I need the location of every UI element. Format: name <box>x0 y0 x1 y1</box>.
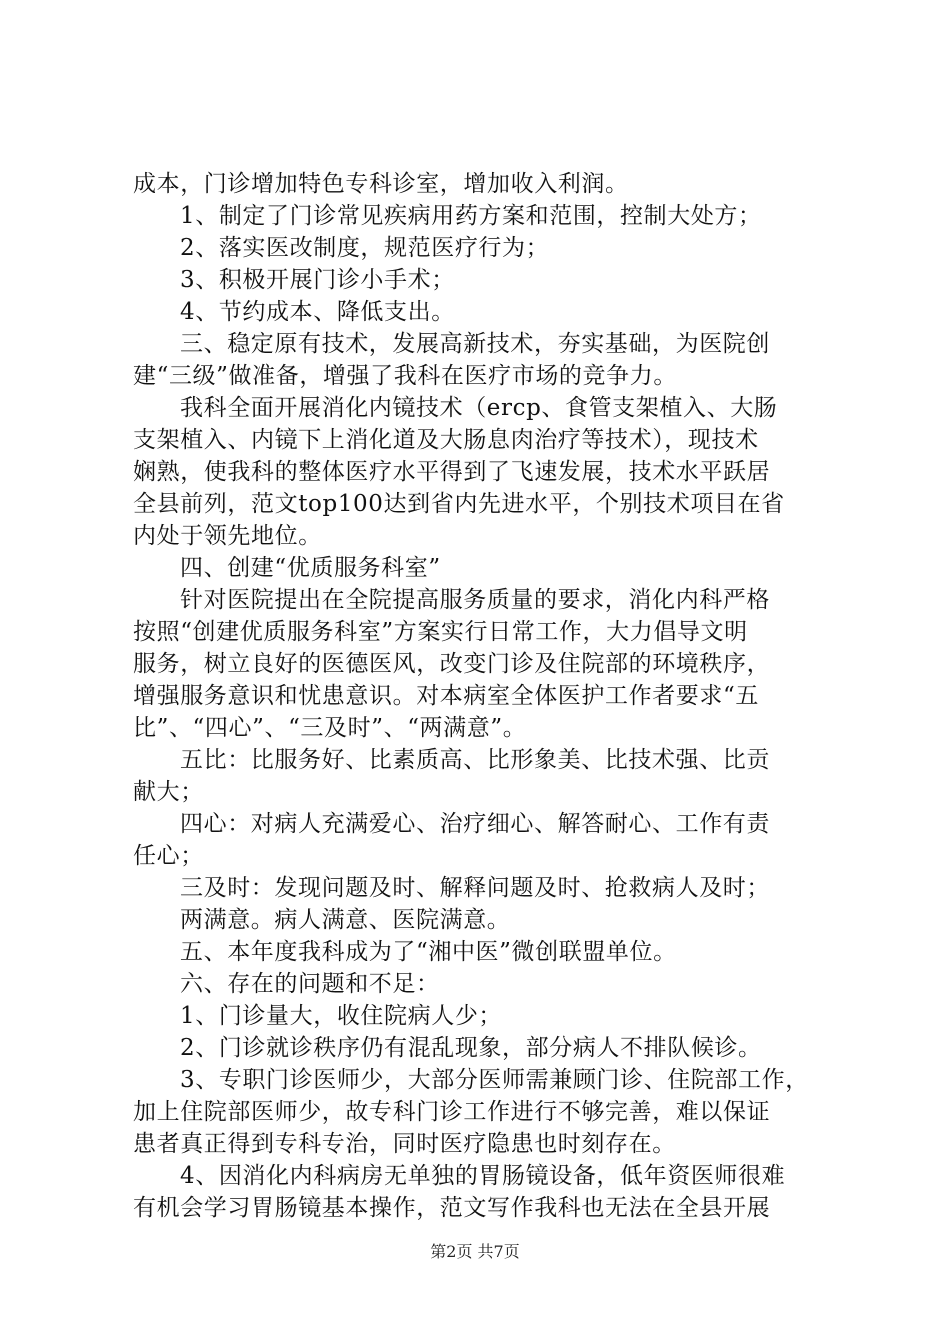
text-line: 针对医院提出在全院提高服务质量的要求，消化内科严格 <box>180 587 770 613</box>
text-line: 五比：比服务好、比素质高、比形象美、比技术强、比贡 <box>180 747 770 773</box>
text-line: 六、存在的问题和不足： <box>180 971 440 997</box>
text-line: 加上住院部医师少，故专科门诊工作进行不够完善，难以保证 <box>133 1099 771 1125</box>
text-line: 按照“创建优质服务科室”方案实行日常工作，大力倡导文明 <box>133 619 748 645</box>
text-line: 1、制定了门诊常见疾病用药方案和范围，控制大处方； <box>180 203 762 229</box>
document-body <box>133 168 843 1224</box>
text-line: 2、落实医改制度，规范医疗行为； <box>180 235 550 261</box>
text-line: 1、门诊量大，收住院病人少； <box>180 1003 503 1029</box>
text-line: 三及时：发现问题及时、解释问题及时、抢救病人及时； <box>180 875 770 901</box>
text-line: 四心：对病人充满爱心、治疗细心、解答耐心、工作有责 <box>180 811 770 837</box>
text-line: 我科全面开展消化内镜技术（ercp、食管支架植入、大肠 <box>180 395 778 421</box>
text-line: 4、节约成本、降低支出。 <box>180 299 455 325</box>
text-line: 全县前列，范文top100达到省内先进水平，个别技术项目在省 <box>133 491 785 517</box>
text-line: 3、专职门诊医师少，大部分医师需兼顾门诊、住院部工作， <box>180 1067 809 1093</box>
text-line: 2、门诊就诊秩序仍有混乱现象，部分病人不排队候诊。 <box>180 1035 762 1061</box>
text-line: 娴熟，使我科的整体医疗水平得到了飞速发展，技术水平跃居 <box>133 459 771 485</box>
text-line: 增强服务意识和忧患意识。对本病室全体医护工作者要求“五 <box>133 683 759 709</box>
text-line: 四、创建“优质服务科室” <box>180 555 441 581</box>
text-line: 献大； <box>133 779 204 805</box>
text-line: 4、因消化内科病房无单独的胃肠镜设备，低年资医师很难 <box>180 1163 786 1189</box>
text-line: 两满意。病人满意、医院满意。 <box>180 907 511 933</box>
text-line: 内处于领先地位。 <box>133 523 322 549</box>
text-line: 三、稳定原有技术，发展高新技术，夯实基础，为医院创 <box>180 331 770 357</box>
page-footer: 第2页 共7页 <box>430 1242 520 1261</box>
text-line: 有机会学习胃肠镜基本操作，范文写作我科也无法在全县开展 <box>133 1195 771 1221</box>
text-line: 五、本年度我科成为了“湘中医”微创联盟单位。 <box>180 939 677 965</box>
text-line: 建“三级”做准备，增强了我科在医疗市场的竞争力。 <box>133 363 677 389</box>
text-line: 比”、“四心”、“三及时”、“两满意”。 <box>133 715 527 741</box>
text-line: 3、积极开展门诊小手术； <box>180 267 455 293</box>
text-line: 患者真正得到专科专治，同时医疗隐患也时刻存在。 <box>133 1131 676 1157</box>
text-line: 服务，树立良好的医德医风，改变门诊及住院部的环境秩序， <box>133 651 771 677</box>
text-line: 任心； <box>133 843 204 869</box>
text-line: 成本，门诊增加特色专科诊室，增加收入利润。 <box>133 171 629 197</box>
text-line: 支架植入、内镜下上消化道及大肠息肉治疗等技术），现技术 <box>133 427 759 453</box>
